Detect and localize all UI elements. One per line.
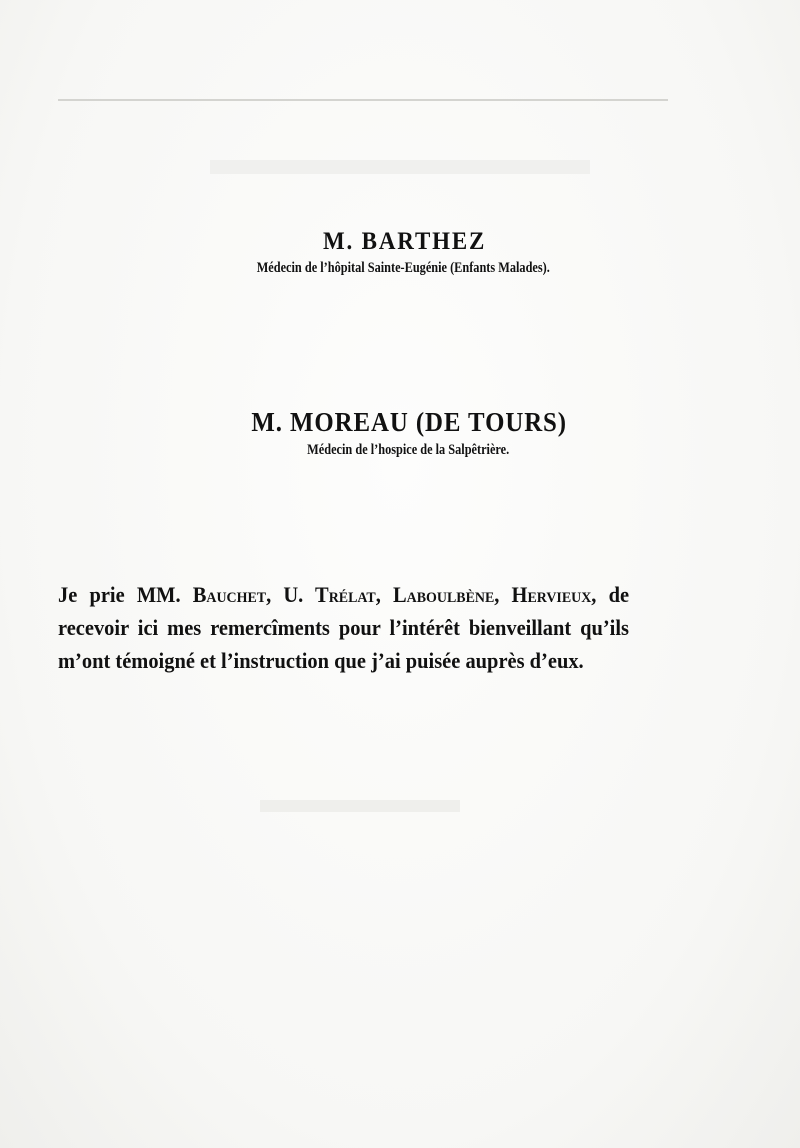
acknowledged-name: U. Trélat [283,582,376,607]
acknowledgement-text: de recevoir ici mes remercîments pour l’intérêt bienveillant qu’ils m’ont témoigné et l’instruction que j’ai puisée auprès d’eux. [58,582,630,673]
acknowledgement-intro: Je prie MM. [58,582,181,607]
dedication-entry [0,228,800,277]
acknowledgement-paragraph: Je prie MM. Bauchet, U. Trélat, Laboulbène, Hervieux, de recevoir ici mes remercîments pour l’intérêt bienveillant qu’ils m’ont témoigné et l’instruction que j’ai puisée auprès d’eux. [58,582,630,673]
show-through-mark [260,800,460,838]
top-rule [58,99,668,101]
dedication-role: Médecin de l’hôpital Sainte-Eugénie (Enfants Malades). [256,260,550,276]
dedication-entry [0,407,800,459]
acknowledged-name: Bauchet [192,582,267,607]
dedication-role: Médecin de l’hospice de la Salpêtrière. [307,442,510,458]
show-through-mark [210,160,590,214]
acknowledged-name: Laboulbène [393,582,495,607]
dedication-name: M. BARTHEZ [322,228,487,255]
dedication-name: M. MOREAU (DE TOURS) [251,407,567,437]
acknowledged-name: Hervieux [511,582,592,607]
